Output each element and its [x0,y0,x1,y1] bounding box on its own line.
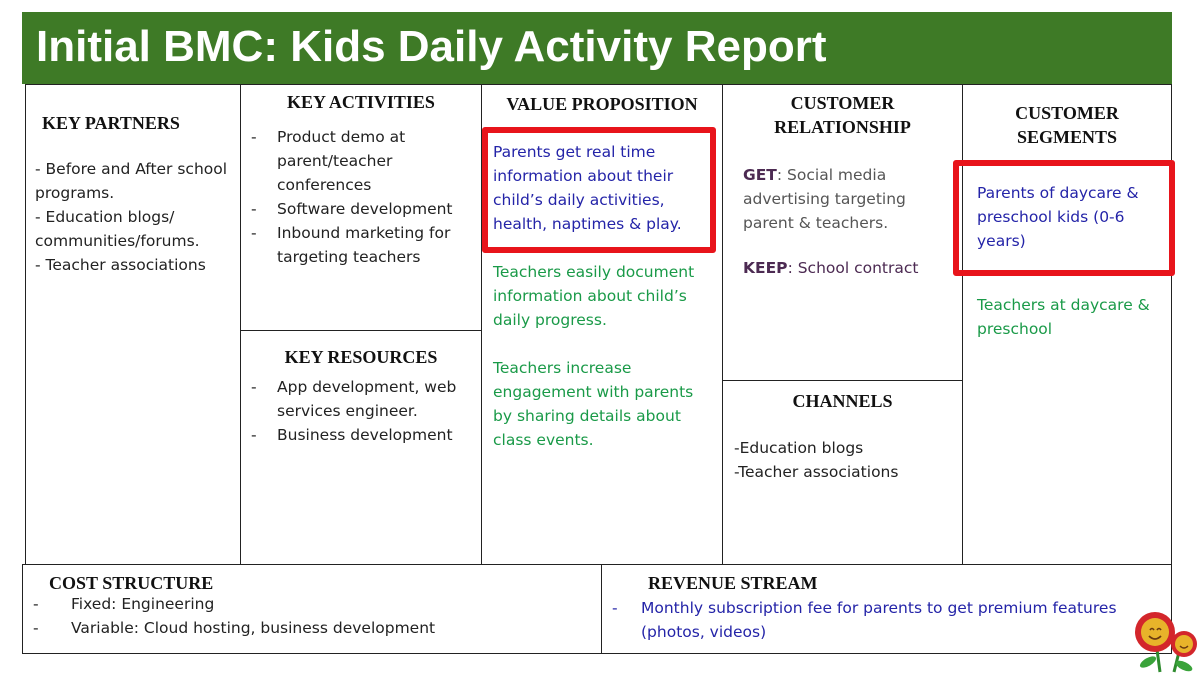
customer-segments-highlight-box [953,160,1175,276]
key-partners-list [35,157,227,277]
list-item: - Teacher associations [35,256,206,274]
customer-relationship-cell [722,84,963,382]
value-proposition-highlight: Parents get real time information about their child’s daily activities, health, naptimes & play. [493,143,682,233]
key-activities-list [241,125,477,269]
key-activities-cell [240,84,482,332]
list-item: - App development, web services engineer. [241,375,477,423]
value-proposition-point: Teachers easily document information about child’s daily progress. [493,263,695,329]
customer-relationship-keep [743,256,958,280]
revenue-stream-heading: REVENUE STREAM [648,573,818,593]
title-banner [22,12,1172,84]
value-proposition-highlight-box [482,127,716,253]
customer-segments-highlight: Parents of daycare & preschool kids (0-6 years) [977,184,1139,250]
keep-text: : School contract [787,259,919,277]
revenue-stream-list [602,596,1157,644]
key-partners-heading: KEY PARTNERS [42,113,180,133]
cost-structure-heading: COST STRUCTURE [49,573,214,593]
list-item: -Education blogs [734,439,864,457]
customer-segments-cell [962,84,1172,565]
customer-relationship-get [743,163,953,235]
cost-structure-list [23,592,583,640]
key-resources-cell [240,330,482,565]
key-resources-list [241,375,477,447]
get-text: : Social media advertising targeting parent & teachers. [743,166,906,232]
cost-structure-cell [22,564,603,654]
list-item: - Business development [241,423,477,447]
customer-segments-heading: CUSTOMER SEGMENTS [1015,103,1119,147]
value-proposition-point: Teachers increase engagement with parents by sharing details about class events. [493,359,694,449]
revenue-stream-cell [601,564,1172,654]
list-item: - Monthly subscription fee for parents to get premium features (photos, videos) [602,596,1157,644]
channels-list [734,436,898,484]
key-resources-heading: KEY RESOURCES [284,347,438,367]
customer-segments-item: Teachers at daycare & preschool [977,296,1150,338]
get-label: GET [743,166,777,184]
channels-cell [722,380,963,565]
list-item: - Software development [241,197,477,221]
list-item: -Teacher associations [734,463,899,481]
flower-sun-icon [1130,608,1200,675]
list-item: - Inbound marketing for targeting teachers [241,221,477,269]
customer-relationship-heading: CUSTOMER RELATIONSHIP [774,93,911,137]
list-item: - Fixed: Engineering [23,592,583,616]
list-item: - Education blogs/ [35,208,175,226]
channels-heading: CHANNELS [792,391,893,411]
list-item: - Variable: Cloud hosting, business development [23,616,583,640]
list-item: communities/forums. [35,232,200,250]
list-item: - Product demo at parent/teacher conferences [241,125,477,197]
slide-title: Initial BMC: Kids Daily Activity Report [36,22,827,71]
value-proposition-heading: VALUE PROPOSITION [506,94,698,114]
keep-label: KEEP [743,259,788,277]
key-partners-cell [25,84,241,565]
list-item: programs. [35,184,115,202]
list-item: - Before and After school [35,160,228,178]
key-activities-heading: KEY ACTIVITIES [287,92,435,112]
